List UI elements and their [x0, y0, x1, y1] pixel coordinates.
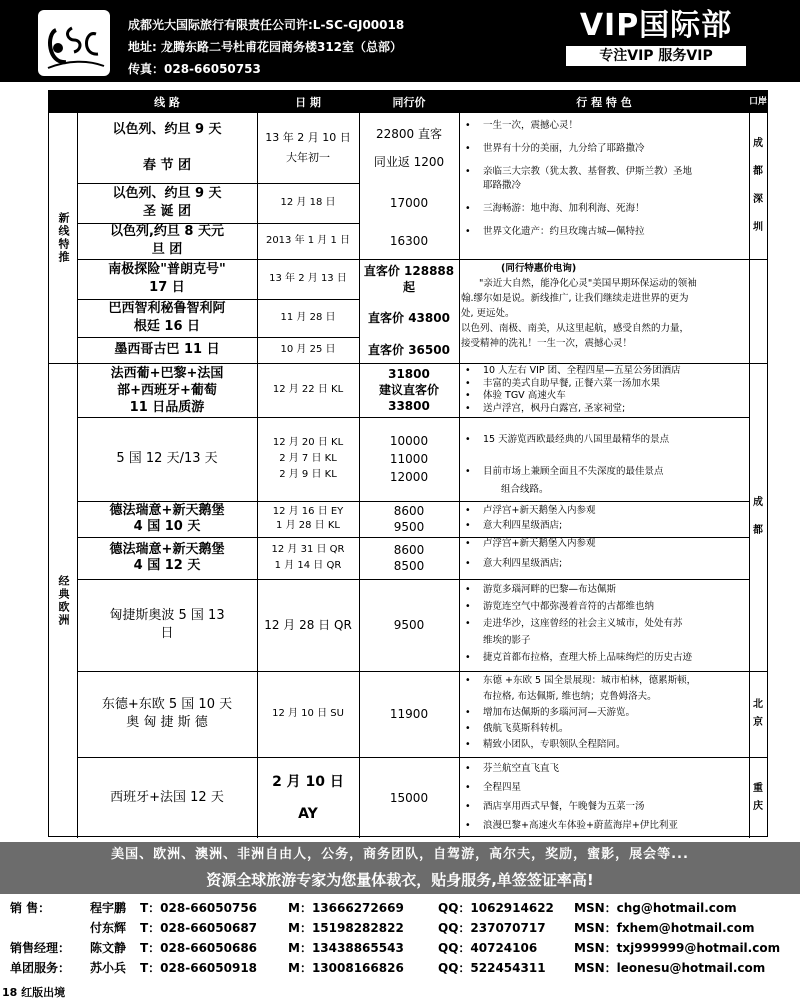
feature-item: • 俄航飞莫斯科转机。	[461, 721, 747, 737]
contact-msn: MSN：txj999999@hotmail.com	[574, 941, 781, 955]
feature-item: 以色列、南极、南美，从这里起航，感受自然的力量，	[461, 323, 690, 334]
table-row-price: 直客价 36500	[368, 343, 450, 357]
contact-name: 陈文静	[90, 941, 127, 955]
table-row-price: 11900	[389, 707, 429, 721]
table-row-price: 直客价 128888 起	[363, 264, 455, 294]
feature-item: 组合线路。	[501, 484, 549, 495]
table-row-route: 西班牙+法国 12 天	[110, 789, 224, 805]
table-row-date: 2013 年 1 月 1 日	[265, 235, 351, 246]
contact-tel: T：028-66050918	[140, 961, 258, 975]
contact-mobile: M：15198282822	[288, 921, 404, 935]
table-row-price: 22800 直客 同业返 1200	[373, 127, 445, 169]
features-block	[461, 673, 747, 757]
feature-item: • 浪漫巴黎+高速火车体验+蔚蓝海岸+伊比利亚	[461, 816, 747, 835]
table-row-route: 墨西哥古巴 11 日	[114, 342, 220, 357]
contact-role: 单团服务：	[10, 961, 71, 975]
contact-qq: QQ：522454311	[438, 961, 546, 975]
promo-banner	[0, 842, 800, 894]
port-beijing: 北 京	[753, 699, 763, 728]
category-europe	[49, 363, 77, 838]
table-row-price: 直客价 43800	[368, 311, 450, 325]
table-row-price: 10000 11000 12000	[389, 434, 429, 484]
category-new-lines-label: 新线特推	[57, 212, 70, 264]
banner-slogan: 资源全球旅游专家为您量体裁衣，贴身服务,单签签证率高!	[206, 871, 594, 889]
vip-title: VIP国际部	[579, 8, 733, 43]
contact-msn: MSN：fxhem@hotmail.com	[574, 921, 755, 935]
table-row-route: 5 国 12 天/13 天	[116, 451, 218, 466]
features-block	[461, 261, 747, 361]
table-header	[49, 91, 767, 113]
banner-services: 美国、欧洲、澳洲、非洲自由人，公务，商务团队，自驾游，高尔夫，奖励，蜜影，展会等...	[111, 847, 689, 862]
contact-role	[10, 918, 90, 938]
contact-name: 苏小兵	[90, 961, 127, 975]
table-row-date: 12 月 10 日 SU	[272, 708, 344, 719]
feature-item: • 酒店享用西式早餐，午晚餐为五菜一汤	[461, 797, 747, 816]
table-row-route: 南极探险"普朗克号" 17 日	[108, 262, 226, 295]
feature-item: • 15 天游览西欧最经典的八国里最精华的景点	[461, 433, 747, 447]
contact-tel: T：028-66050756	[140, 901, 258, 915]
page-footer: 18 红版出境	[2, 986, 66, 999]
contact-tel: T：028-66050687	[140, 921, 258, 935]
features-block	[461, 365, 747, 417]
feature-item: • 捷克首都布拉格，查理大桥上品味绚烂的历史古迹	[461, 649, 747, 666]
port-chengdu-shenzhen: 成 都 深 圳	[753, 138, 763, 233]
contact-msn: MSN：chg@hotmail.com	[574, 901, 737, 915]
port-chengdu: 成 都	[753, 497, 763, 536]
contact-row	[10, 938, 790, 958]
company-name: 成都光大国际旅行有限责任公司许:L-SC-GJ00018	[128, 18, 405, 32]
feature-item: • 走进华沙，这座曾经的社会主义城市，处处有苏	[461, 615, 747, 632]
table-row-price: 8600 8500	[393, 543, 425, 573]
feature-item: • 意大利四星级酒店;	[461, 518, 747, 533]
table-row-date: 12 月 22 日 KL	[272, 384, 344, 395]
table-row-price: 9500	[393, 618, 425, 632]
contact-mobile: M：13666272669	[288, 901, 404, 915]
feature-item: 处, 更远处。	[461, 308, 515, 319]
feature-item: 维埃的影子	[483, 635, 531, 646]
table-row-date: 10 月 25 日	[280, 344, 336, 355]
feature-item: "亲近大自然，能净化心灵"美国早期环保运动的领袖	[479, 278, 697, 289]
feature-item: • 送卢浮宫，枫丹白露宫, 圣家祠堂;	[461, 403, 747, 416]
feature-item: 耶路撒冷	[483, 180, 522, 191]
feature-item: • 体验 TGV 高速火车	[461, 390, 747, 403]
feature-item: • 目前市场上兼顾全面且不失深度的最佳景点	[461, 465, 747, 479]
vip-block	[556, 8, 756, 68]
contact-name: 程宇鹏	[90, 901, 127, 915]
feature-item: • 卢浮宫+新天鹅堡入内参观	[461, 503, 747, 518]
header-features: 行 程 特 色	[576, 96, 632, 109]
contact-role: 销 售：	[10, 901, 51, 915]
table-row-route: 以色列、约旦 9 天 圣 诞 团	[112, 186, 222, 219]
contact-row	[10, 898, 790, 918]
company-address: 地址: 龙腾东路二号杜甫花园商务楼312室（总部）	[128, 40, 403, 54]
contact-name: 付东辉	[90, 921, 127, 935]
table-row-route: 匈捷斯奥波 5 国 13 日	[109, 608, 225, 641]
vip-slogan: 专注VIP 服务VIP	[564, 44, 748, 68]
contact-tel: T：028-66050686	[140, 941, 258, 955]
feature-item: • 精致小团队，专职领队全程陪同。	[461, 737, 747, 753]
tour-table	[48, 90, 768, 837]
category-europe-label: 经典欧洲	[57, 574, 70, 627]
features-block	[461, 581, 747, 671]
feature-item: 接受精神的洗礼！一生一次，震撼心灵！	[461, 338, 633, 349]
table-row-route: 以色列,约旦 8 天元 旦 团	[109, 224, 225, 257]
feature-item: • 芬兰航空直飞直飞	[461, 759, 747, 778]
feature-item: • 卢浮宫+新天鹅堡入内参观	[461, 537, 747, 551]
contact-qq: QQ：1062914622	[438, 901, 554, 915]
feature-item: • 东德 +东欧 5 国全景展现：城市柏林，德累斯顿，	[461, 673, 747, 689]
contacts-block	[10, 898, 790, 978]
feature-item: (同行特惠价电询)	[501, 263, 577, 274]
table-row-date: 2 月 10 日 AY	[272, 773, 344, 822]
feature-item: • 10 人左右 VIP 团、全程四星—五星公务团酒店	[461, 365, 747, 378]
table-row-date: 12 月 28 日 QR	[264, 618, 352, 632]
feature-item: • 世界有十分的美丽，九分给了耶路撒冷	[461, 142, 747, 156]
table-row-price: 17000	[389, 196, 429, 210]
contact-mobile: M：13008166826	[288, 961, 404, 975]
contact-msn: MSN：leonesu@hotmail.com	[574, 961, 766, 975]
features-block	[461, 759, 747, 837]
table-row-date: 12 月 16 日 EY 1 月 28 日 KL	[272, 506, 344, 531]
table-row-date: 12 月 18 日	[280, 197, 336, 208]
features-block	[461, 503, 747, 535]
features-block	[461, 433, 747, 499]
table-row-price: 31800 建议直客价 33800	[378, 367, 439, 413]
table-row-date: 11 月 28 日	[280, 312, 336, 323]
table-row-price: 8600 9500	[393, 504, 425, 534]
port-chongqing: 重 庆	[753, 782, 763, 812]
feature-item: • 意大利四星级酒店;	[461, 557, 747, 571]
contact-row	[10, 958, 790, 978]
company-logo	[38, 10, 110, 76]
header-price: 同行价	[392, 96, 426, 109]
header-port: 口岸	[749, 96, 768, 107]
table-row-route: 以色列、约旦 9 天 春 节 团	[112, 122, 222, 173]
feature-item: • 游览多瑙河畔的巴黎—布达佩斯	[461, 581, 747, 598]
contact-qq: QQ：40724106	[438, 941, 538, 955]
feature-item: • 全程四星	[461, 778, 747, 797]
company-fax: 传真：028-66050753	[128, 62, 261, 76]
table-row-date: 13 年 2 月 10 日 大年初一	[265, 131, 351, 164]
feature-item: • 增加布达佩斯的多瑙河河—天游览。	[461, 705, 747, 721]
company-info	[128, 14, 404, 80]
table-row-date: 12 月 31 日 QR 1 月 14 日 QR	[271, 544, 345, 571]
feature-item: 布拉格, 布达佩斯, 维也纳；克鲁姆洛夫。	[483, 691, 657, 702]
feature-item: • 丰富的美式自助早餐, 正餐六菜一汤加水果	[461, 378, 747, 391]
header-bar	[0, 0, 800, 82]
table-row-price: 16300	[389, 234, 429, 248]
contact-mobile: M：13438865543	[288, 941, 404, 955]
features-block	[461, 537, 747, 577]
features-block	[461, 119, 747, 257]
feature-item: • 一生一次，震撼心灵！	[461, 119, 747, 133]
table-row-route: 德法瑞意+新天鹅堡 4 国 10 天	[109, 503, 225, 534]
table-row-route: 东德+东欧 5 国 10 天 奥 匈 捷 斯 德	[101, 697, 233, 730]
table-row-price: 15000	[389, 790, 429, 805]
feature-item: • 三海畅游：地中海、加利利海、死海！	[461, 202, 747, 216]
table-row-route: 德法瑞意+新天鹅堡 4 国 12 天	[109, 542, 225, 573]
contact-row	[10, 918, 790, 938]
table-row-date: 12 月 20 日 KL 2 月 7 日 KL 2 月 9 日 KL	[272, 437, 344, 480]
header-route: 线 路	[154, 96, 180, 109]
table-row-route: 巴西智利秘鲁智利阿 根廷 16 日	[108, 301, 226, 334]
feature-item: • 游览连空气中都弥漫着音符的古都维也纳	[461, 598, 747, 615]
contact-qq: QQ：237070717	[438, 921, 546, 935]
header-date: 日 期	[295, 96, 321, 109]
category-new-lines	[49, 113, 77, 363]
feature-item: 翰.缪尔如是说。新线推广, 让我们继续走进世界的更为	[461, 293, 689, 304]
feature-item: • 世界文化遗产：约旦玫瑰古城—佩特拉	[461, 225, 747, 239]
contact-role: 销售经理：	[10, 941, 71, 955]
feature-item: • 亲临三大宗教（犹太教、基督教、伊斯兰教）圣地	[461, 165, 747, 179]
table-row-route: 法西葡+巴黎+法国 部+西班牙+葡萄 11 日品质游	[110, 365, 224, 415]
table-row-date: 13 年 2 月 13 日	[269, 273, 347, 284]
